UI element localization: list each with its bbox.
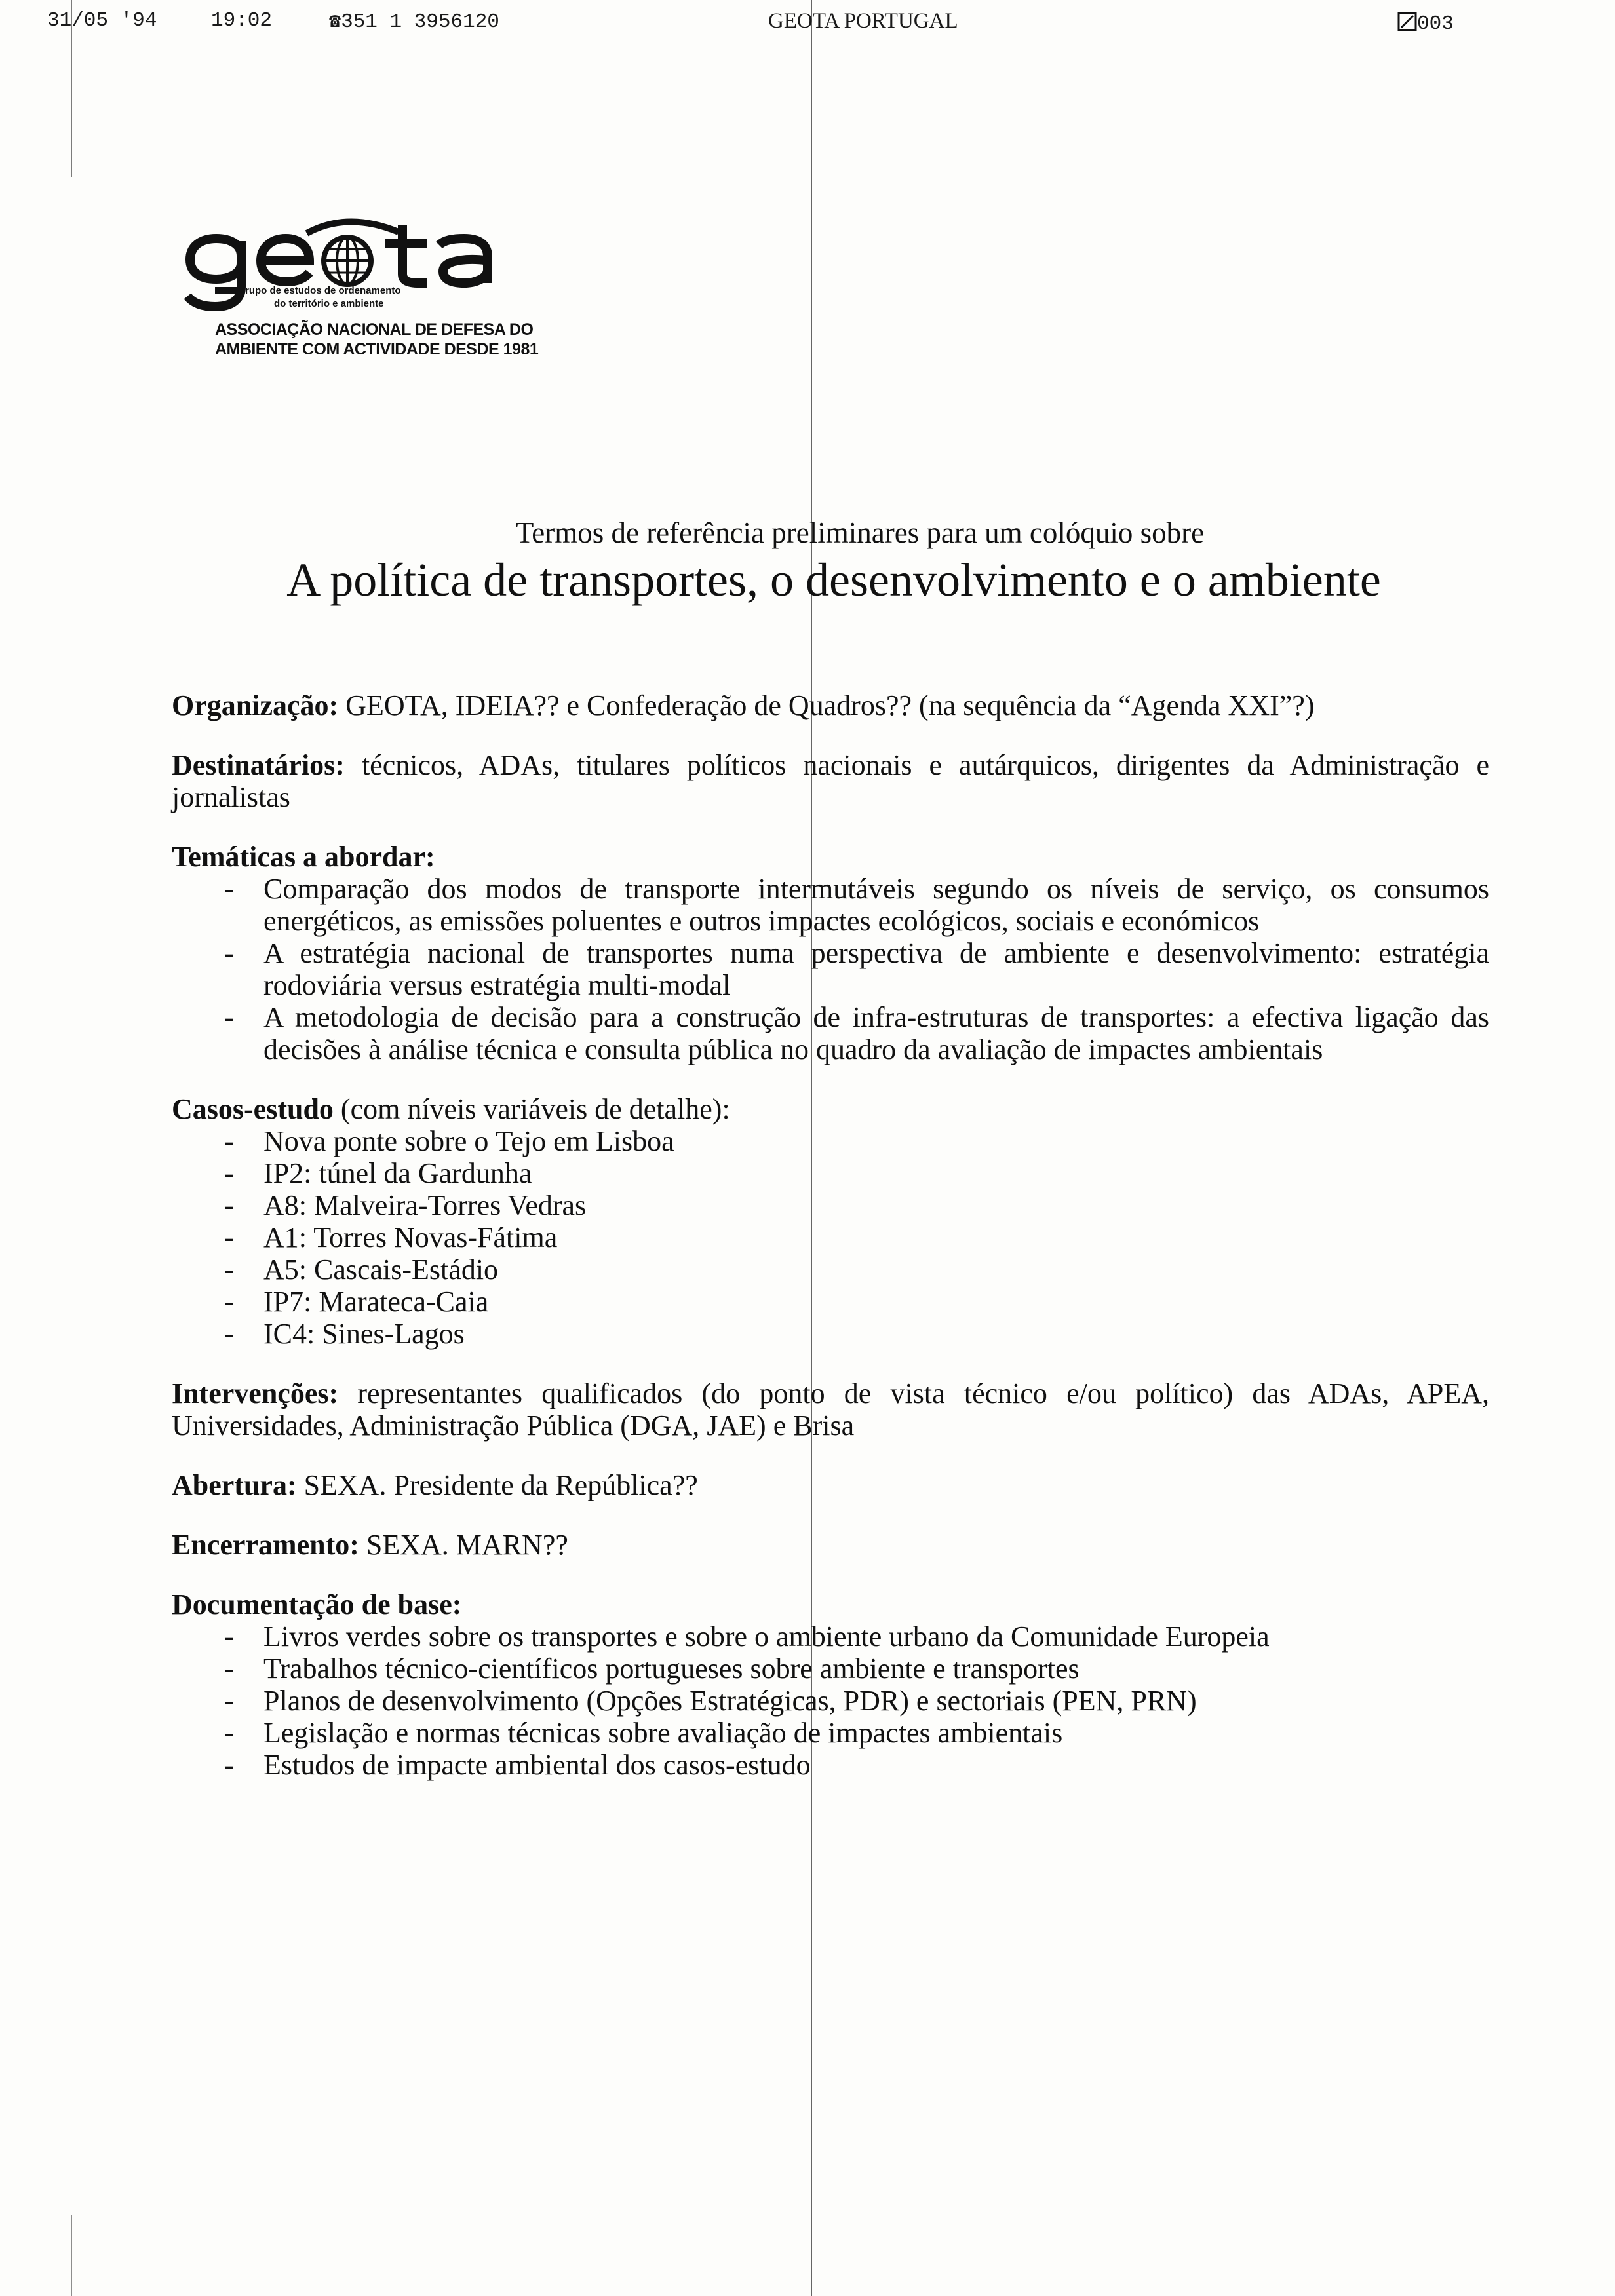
logo-tagline-2: do território e ambiente (274, 298, 384, 309)
title-block (0, 514, 1615, 609)
label-casos-estudo: Casos-estudo (172, 1093, 334, 1125)
fax-page-value: 003 (1417, 12, 1454, 35)
label-abertura: Abertura: (172, 1469, 297, 1501)
text-destinatarios: técnicos, ADAs, titulares políticos nacionais e autárquicos, dirigentes da Administração e jornalistas (172, 749, 1489, 813)
phone-icon: ☎ (329, 11, 341, 33)
section-casos-estudo (172, 1093, 1489, 1125)
logo-caption-line-2: AMBIENTE COM ACTIVIDADE DESDE 1981 (215, 340, 539, 358)
fax-page-icon (1397, 12, 1417, 31)
fax-sender: GEOTA PORTUGAL (768, 9, 958, 33)
fax-phone-number: 351 1 3956120 (341, 10, 499, 33)
list-item: - Nova ponte sobre o Tejo em Lisboa (172, 1125, 1489, 1157)
logo-caption (215, 320, 538, 359)
list-item: - IP7: Marateca-Caia (172, 1286, 1489, 1318)
list-item: - A1: Torres Novas-Fátima (172, 1221, 1489, 1253)
tematicas-list (172, 873, 1489, 1065)
section-intervencoes (172, 1377, 1489, 1442)
list-item: - A5: Cascais-Estádio (172, 1253, 1489, 1286)
geota-wordmark-graphic (176, 208, 634, 320)
section-tematicas (172, 841, 1489, 873)
label-encerramento: Encerramento: (172, 1529, 359, 1561)
text-casos-estudo: (com níveis variáveis de detalhe): (333, 1093, 730, 1125)
fax-phone (329, 9, 499, 33)
label-tematicas: Temáticas a abordar: (172, 841, 435, 873)
label-intervencoes: Intervenções: (172, 1377, 339, 1409)
list-item: - Legislação e normas técnicas sobre avaliação de impactes ambientais (172, 1717, 1489, 1749)
fax-date: 31/05 '94 (47, 9, 157, 32)
fax-time: 19:02 (211, 9, 273, 32)
text-organizacao: GEOTA, IDEIA?? e Confederação de Quadros?? (na sequência da “Agenda XXI”?) (338, 689, 1315, 721)
fax-page-number (1397, 9, 1454, 35)
section-organizacao (172, 689, 1489, 721)
section-abertura (172, 1469, 1489, 1501)
list-item: - A metodologia de decisão para a construção de infra-estruturas de transportes: a efectiva ligação das decisões à análise técnica e consulta pública no quadro da avaliação de impactes ambientais (172, 1001, 1489, 1065)
text-encerramento: SEXA. MARN?? (359, 1529, 568, 1561)
text-intervencoes: representantes qualificados (do ponto de vista técnico e/ou político) das ADAs, APEA, Universidades, Administração Pública (DGA, JAE) e Brisa (172, 1377, 1489, 1442)
document-body (172, 689, 1489, 1781)
section-documentacao (172, 1588, 1489, 1620)
list-item: - Trabalhos técnico-científicos portugueses sobre ambiente e transportes (172, 1653, 1489, 1685)
list-item: - Livros verdes sobre os transportes e sobre o ambiente urbano da Comunidade Europeia (172, 1620, 1489, 1653)
list-item: - IC4: Sines-Lagos (172, 1318, 1489, 1350)
text-abertura: SEXA. Presidente da República?? (296, 1469, 698, 1501)
logo-caption-line-1: ASSOCIAÇÃO NACIONAL DE DEFESA DO (215, 320, 534, 339)
page-title: A política de transportes, o desenvolvimento e o ambiente (286, 554, 1381, 606)
logo-tagline-1: rupo de estudos de ordenamento (245, 285, 401, 296)
list-item: - Planos de desenvolvimento (Opções Estratégicas, PDR) e sectoriais (PEN, PRN) (172, 1685, 1489, 1717)
label-documentacao: Documentação de base: (172, 1588, 462, 1620)
label-organizacao: Organização: (172, 689, 339, 721)
documentacao-list (172, 1620, 1489, 1781)
list-item: - A estratégia nacional de transportes numa perspectiva de ambiente e desenvolvimento: estratégia rodoviária versus estratégia multi-modal (172, 937, 1489, 1001)
list-item: - A8: Malveira-Torres Vedras (172, 1189, 1489, 1221)
scan-artifact-line (71, 2215, 72, 2296)
section-encerramento (172, 1529, 1489, 1561)
label-destinatarios: Destinatários: (172, 749, 345, 781)
list-item: - Comparação dos modos de transporte intermutáveis segundo os níveis de serviço, os consumos energéticos, as emissões poluentes e outros impactes ecológicos, sociais e económicos (172, 873, 1489, 937)
section-destinatarios (172, 749, 1489, 813)
page-subtitle: Termos de referência preliminares para um colóquio sobre (515, 516, 1205, 549)
list-item: - Estudos de impacte ambiental dos casos-estudo (172, 1749, 1489, 1781)
list-item: - IP2: túnel da Gardunha (172, 1157, 1489, 1189)
casos-list (172, 1125, 1489, 1350)
fax-transmission-header (47, 9, 1515, 48)
